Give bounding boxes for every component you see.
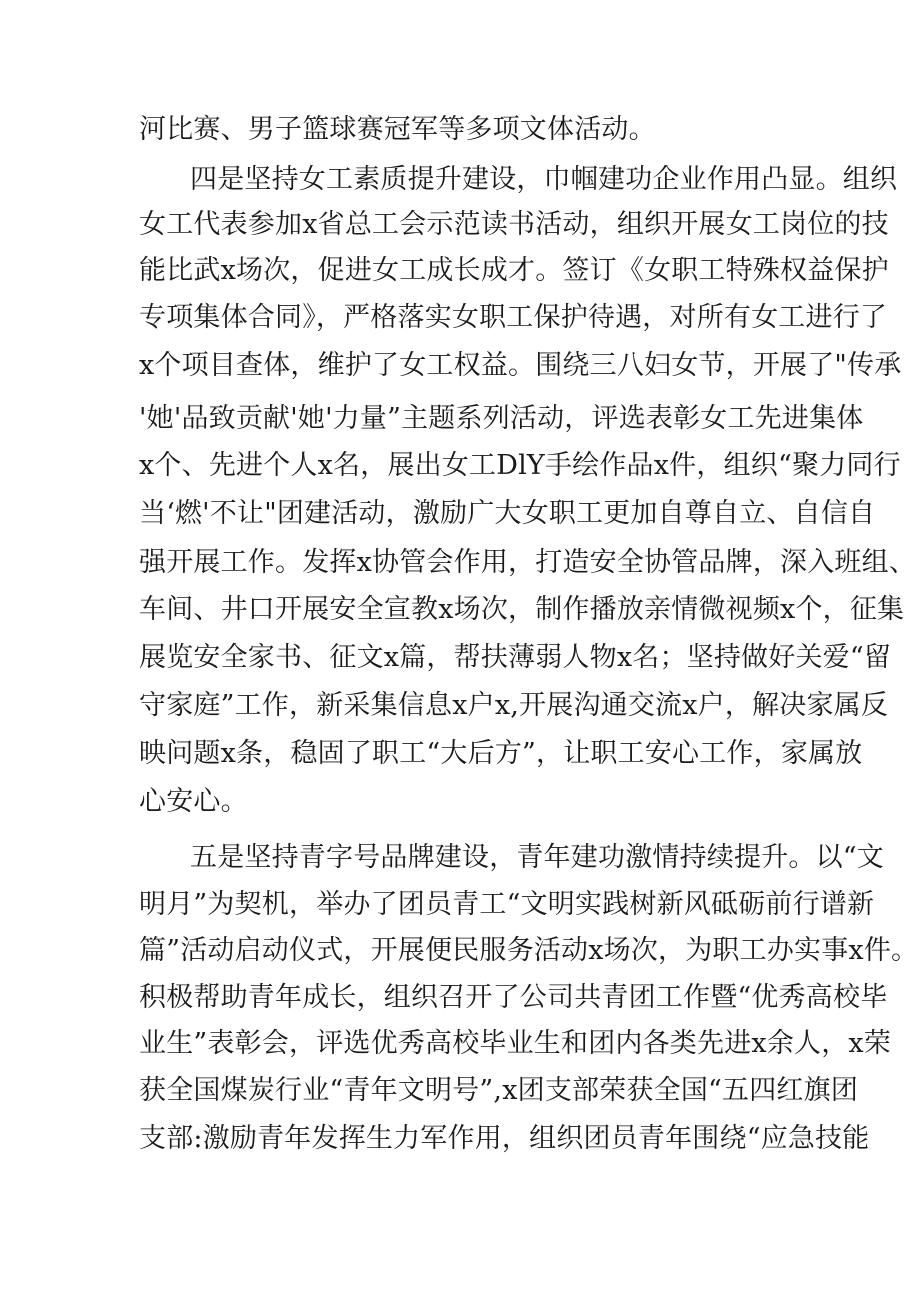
text-line: x个、先进个人x名，展出女工DlY手绘作品x件，组织“聚力同行 (139, 450, 901, 481)
paragraph-five-first-line: 五是坚持青字号品牌建设，青年建功激情持续提升。以“文 (190, 842, 885, 873)
text-line: 明月”为契机，举办了团员青工“文明实践树新风砥砺前行谱新 (139, 889, 875, 920)
text-line: 展览安全家书、征文x篇，帮扶薄弱人物x名；坚持做好关爱“留 (139, 642, 892, 673)
text-line: 女工代表参加x省总工会示范读书活动，组织开展女工岗位的技 (139, 209, 889, 240)
text-line: 守家庭”工作，新采集信息x户x,开展沟通交流x户，解决家属反 (139, 690, 889, 721)
text-line: '她'品致贡献'她'力量”主题系列活动，评选表彰女工先进集体 (139, 403, 864, 434)
text-line: 当‘燃'不让"团建活动，激励广大女职工更加自尊自立、自信自 (139, 498, 876, 529)
text-line: 心安心。 (139, 786, 248, 817)
text-line: 强开展工作。发挥x协管会作用，打造安全协管品牌，深入班组、 (139, 547, 917, 578)
text-line: 河比赛、男子篮球赛冠军等多项文体活动。 (139, 114, 656, 145)
text-line: 积极帮助青年成长，组织召开了公司共青团工作暨“优秀高校毕 (139, 982, 888, 1013)
text-line: x个项目查体，维护了女工权益。围绕三八妇女节，开展了"传承 (139, 350, 902, 381)
paragraph-four-first-line: 四是坚持女工素质提升建设，巾帼建功企业作用凸显。组织 (190, 164, 898, 195)
text-line: 获全国煤炭行业“青年文明号”,x团支部荣获全国“五四红旗团 (139, 1075, 859, 1106)
text-line: 映问题x条，稳固了职工“大后方”，让职工安心工作，家属放 (139, 738, 863, 769)
text-line: 能比武x场次，促进女工成长成才。签订《女职工特殊权益保护 (139, 255, 889, 286)
text-line: 篇”活动启动仪式，开展便民服务活动x场次，为职工办实事x件。 (139, 935, 919, 966)
text-line: 车间、井口开展安全宣教x场次，制作播放亲情微视频x个，征集 (139, 594, 905, 625)
text-line: 专项集体合同》，严格落实女职工保护待遇，对所有女工进行了 (139, 302, 888, 333)
text-line: 业生”表彰会，评选优秀高校毕业生和团内各类先进x余人，x荣 (139, 1028, 892, 1059)
text-line: 支部:激励青年发挥生力军作用，组织团员青年围绕“应急技能 (139, 1123, 870, 1154)
